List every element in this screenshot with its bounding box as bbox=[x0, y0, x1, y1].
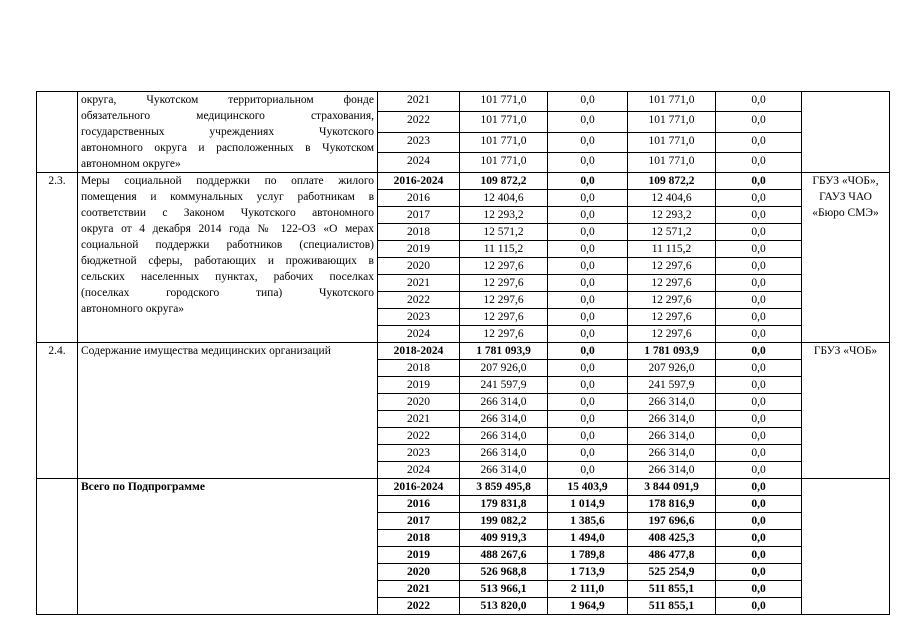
column-a-cell: 0,0 bbox=[548, 394, 628, 411]
total-cell: 12 297,6 bbox=[460, 292, 548, 309]
column-b-cell: 207 926,0 bbox=[628, 360, 716, 377]
description-line: сельских населенных пунктах, рабочих поселках bbox=[81, 271, 374, 283]
column-b-cell: 101 771,0 bbox=[628, 132, 716, 152]
column-c-cell: 0,0 bbox=[716, 411, 802, 428]
column-b-cell: 1 781 093,9 bbox=[628, 343, 716, 360]
column-c-cell: 0,0 bbox=[716, 564, 802, 581]
table-row bbox=[37, 343, 890, 360]
total-cell: 526 968,8 bbox=[460, 564, 548, 581]
period-cell: 2024 bbox=[378, 152, 460, 172]
total-cell: 266 314,0 bbox=[460, 462, 548, 479]
column-a-cell: 0,0 bbox=[548, 445, 628, 462]
description-line: автономного округа и расположенных в Чукотском автономном округе» bbox=[81, 142, 374, 170]
column-c-cell: 0,0 bbox=[716, 92, 802, 112]
total-cell: 12 297,6 bbox=[460, 326, 548, 343]
period-cell: 2021 bbox=[378, 581, 460, 598]
column-a-cell: 0,0 bbox=[548, 224, 628, 241]
total-cell: 12 404,6 bbox=[460, 190, 548, 207]
column-c-cell: 0,0 bbox=[716, 173, 802, 190]
period-cell: 2020 bbox=[378, 258, 460, 275]
column-c-cell: 0,0 bbox=[716, 343, 802, 360]
total-cell: 199 082,2 bbox=[460, 513, 548, 530]
column-a-cell: 0,0 bbox=[548, 258, 628, 275]
column-a-cell: 0,0 bbox=[548, 152, 628, 172]
total-cell: 513 820,0 bbox=[460, 598, 548, 615]
column-a-cell: 0,0 bbox=[548, 360, 628, 377]
total-cell: 101 771,0 bbox=[460, 112, 548, 132]
column-c-cell: 0,0 bbox=[716, 530, 802, 547]
period-cell: 2021 bbox=[378, 92, 460, 112]
column-a-cell: 0,0 bbox=[548, 428, 628, 445]
column-b-cell: 12 297,6 bbox=[628, 309, 716, 326]
column-c-cell: 0,0 bbox=[716, 547, 802, 564]
column-c-cell: 0,0 bbox=[716, 581, 802, 598]
column-a-cell: 2 111,0 bbox=[548, 581, 628, 598]
column-b-cell: 486 477,8 bbox=[628, 547, 716, 564]
total-cell: 12 297,6 bbox=[460, 309, 548, 326]
column-c-cell: 0,0 bbox=[716, 241, 802, 258]
description-line: соответствии с Законом Чукотского автономного bbox=[81, 207, 374, 219]
description-line: обязательного медицинского страхования, bbox=[81, 110, 374, 122]
table-row bbox=[37, 92, 890, 112]
total-cell: 101 771,0 bbox=[460, 152, 548, 172]
row-number bbox=[37, 92, 78, 173]
column-c-cell: 0,0 bbox=[716, 152, 802, 172]
column-c-cell: 0,0 bbox=[716, 598, 802, 615]
column-a-cell: 0,0 bbox=[548, 377, 628, 394]
period-cell: 2016 bbox=[378, 496, 460, 513]
responsible-organization bbox=[802, 479, 890, 615]
column-a-cell: 0,0 bbox=[548, 411, 628, 428]
total-cell: 241 597,9 bbox=[460, 377, 548, 394]
column-a-cell: 0,0 bbox=[548, 241, 628, 258]
period-cell: 2019 bbox=[378, 241, 460, 258]
column-b-cell: 12 297,6 bbox=[628, 326, 716, 343]
column-b-cell: 266 314,0 bbox=[628, 445, 716, 462]
row-number: 2.3. bbox=[37, 173, 78, 343]
column-c-cell: 0,0 bbox=[716, 462, 802, 479]
column-b-cell: 511 855,1 bbox=[628, 598, 716, 615]
total-cell: 488 267,6 bbox=[460, 547, 548, 564]
description-line: Содержание имущества медицинских организаций bbox=[81, 345, 331, 357]
period-cell: 2022 bbox=[378, 112, 460, 132]
column-a-cell: 0,0 bbox=[548, 132, 628, 152]
period-cell: 2021 bbox=[378, 411, 460, 428]
description-line: бюджетной сферы, работающих и проживающих в bbox=[81, 255, 374, 267]
column-c-cell: 0,0 bbox=[716, 428, 802, 445]
column-a-cell: 1 789,8 bbox=[548, 547, 628, 564]
column-a-cell: 0,0 bbox=[548, 326, 628, 343]
column-a-cell: 0,0 bbox=[548, 275, 628, 292]
period-cell: 2017 bbox=[378, 207, 460, 224]
total-cell: 109 872,2 bbox=[460, 173, 548, 190]
column-b-cell: 266 314,0 bbox=[628, 428, 716, 445]
total-cell: 266 314,0 bbox=[460, 411, 548, 428]
table-row bbox=[37, 173, 890, 190]
column-a-cell: 0,0 bbox=[548, 112, 628, 132]
total-cell: 12 571,2 bbox=[460, 224, 548, 241]
total-cell: 266 314,0 bbox=[460, 394, 548, 411]
column-c-cell: 0,0 bbox=[716, 132, 802, 152]
column-b-cell: 12 293,2 bbox=[628, 207, 716, 224]
column-b-cell: 12 571,2 bbox=[628, 224, 716, 241]
description-line: (поселках городского типа) Чукотского bbox=[81, 287, 374, 299]
description-line: округа от 4 декабря 2014 года № 122-ОЗ «О мерах bbox=[81, 223, 374, 235]
column-b-cell: 241 597,9 bbox=[628, 377, 716, 394]
column-b-cell: 266 314,0 bbox=[628, 394, 716, 411]
row-number bbox=[37, 479, 78, 615]
column-a-cell: 1 964,9 bbox=[548, 598, 628, 615]
program-table bbox=[36, 91, 890, 615]
period-cell: 2022 bbox=[378, 428, 460, 445]
measure-description bbox=[78, 343, 378, 479]
column-c-cell: 0,0 bbox=[716, 207, 802, 224]
period-cell: 2024 bbox=[378, 326, 460, 343]
row-number: 2.4. bbox=[37, 343, 78, 479]
period-cell: 2018 bbox=[378, 224, 460, 241]
total-cell: 12 297,6 bbox=[460, 275, 548, 292]
column-b-cell: 11 115,2 bbox=[628, 241, 716, 258]
column-b-cell: 511 855,1 bbox=[628, 581, 716, 598]
period-cell: 2016-2024 bbox=[378, 173, 460, 190]
description-line: помещения и коммунальных услуг работникам в bbox=[81, 191, 374, 203]
column-c-cell: 0,0 bbox=[716, 326, 802, 343]
measure-description bbox=[78, 173, 378, 343]
total-cell: 11 115,2 bbox=[460, 241, 548, 258]
total-cell: 101 771,0 bbox=[460, 92, 548, 112]
column-b-cell: 12 404,6 bbox=[628, 190, 716, 207]
column-a-cell: 0,0 bbox=[548, 462, 628, 479]
period-cell: 2023 bbox=[378, 132, 460, 152]
column-a-cell: 0,0 bbox=[548, 207, 628, 224]
column-c-cell: 0,0 bbox=[716, 479, 802, 496]
total-cell: 513 966,1 bbox=[460, 581, 548, 598]
total-cell: 12 293,2 bbox=[460, 207, 548, 224]
total-label: Всего по Подпрограмме bbox=[78, 479, 378, 615]
column-b-cell: 266 314,0 bbox=[628, 462, 716, 479]
column-c-cell: 0,0 bbox=[716, 513, 802, 530]
column-c-cell: 0,0 bbox=[716, 275, 802, 292]
column-b-cell: 178 816,9 bbox=[628, 496, 716, 513]
description-line: округа, Чукотском территориальном фонде bbox=[81, 94, 374, 106]
description-line: социальной поддержки работников (специалистов) bbox=[81, 239, 374, 251]
column-a-cell: 1 494,0 bbox=[548, 530, 628, 547]
column-c-cell: 0,0 bbox=[716, 292, 802, 309]
column-a-cell: 0,0 bbox=[548, 292, 628, 309]
period-cell: 2020 bbox=[378, 564, 460, 581]
period-cell: 2016 bbox=[378, 190, 460, 207]
period-cell: 2022 bbox=[378, 292, 460, 309]
period-cell: 2023 bbox=[378, 309, 460, 326]
column-c-cell: 0,0 bbox=[716, 445, 802, 462]
period-cell: 2017 bbox=[378, 513, 460, 530]
column-b-cell: 3 844 091,9 bbox=[628, 479, 716, 496]
total-cell: 1 781 093,9 bbox=[460, 343, 548, 360]
column-b-cell: 101 771,0 bbox=[628, 92, 716, 112]
column-c-cell: 0,0 bbox=[716, 496, 802, 513]
period-cell: 2020 bbox=[378, 394, 460, 411]
total-cell: 207 926,0 bbox=[460, 360, 548, 377]
column-c-cell: 0,0 bbox=[716, 360, 802, 377]
column-b-cell: 12 297,6 bbox=[628, 258, 716, 275]
total-cell: 12 297,6 bbox=[460, 258, 548, 275]
responsible-organization bbox=[802, 92, 890, 173]
table-body bbox=[37, 92, 890, 615]
responsible-organization: ГБУЗ «ЧОБ», ГАУЗ ЧАО «Бюро СМЭ» bbox=[802, 173, 890, 343]
column-b-cell: 266 314,0 bbox=[628, 411, 716, 428]
description-line: государственных учреждениях Чукотского bbox=[81, 126, 374, 138]
column-c-cell: 0,0 bbox=[716, 224, 802, 241]
total-cell: 3 859 495,8 bbox=[460, 479, 548, 496]
period-cell: 2018 bbox=[378, 360, 460, 377]
column-c-cell: 0,0 bbox=[716, 309, 802, 326]
column-b-cell: 101 771,0 bbox=[628, 112, 716, 132]
period-cell: 2016-2024 bbox=[378, 479, 460, 496]
column-b-cell: 101 771,0 bbox=[628, 152, 716, 172]
column-b-cell: 525 254,9 bbox=[628, 564, 716, 581]
period-cell: 2021 bbox=[378, 275, 460, 292]
column-b-cell: 12 297,6 bbox=[628, 292, 716, 309]
period-cell: 2018 bbox=[378, 530, 460, 547]
column-a-cell: 1 014,9 bbox=[548, 496, 628, 513]
column-c-cell: 0,0 bbox=[716, 258, 802, 275]
column-a-cell: 0,0 bbox=[548, 309, 628, 326]
column-a-cell: 1 385,6 bbox=[548, 513, 628, 530]
column-c-cell: 0,0 bbox=[716, 377, 802, 394]
responsible-organization: ГБУЗ «ЧОБ» bbox=[802, 343, 890, 479]
column-c-cell: 0,0 bbox=[716, 112, 802, 132]
total-cell: 409 919,3 bbox=[460, 530, 548, 547]
total-cell: 266 314,0 bbox=[460, 445, 548, 462]
total-cell: 266 314,0 bbox=[460, 428, 548, 445]
column-b-cell: 12 297,6 bbox=[628, 275, 716, 292]
column-a-cell: 0,0 bbox=[548, 343, 628, 360]
period-cell: 2019 bbox=[378, 547, 460, 564]
column-a-cell: 0,0 bbox=[548, 173, 628, 190]
column-c-cell: 0,0 bbox=[716, 394, 802, 411]
description-line: автономного округа» bbox=[81, 303, 185, 315]
period-cell: 2019 bbox=[378, 377, 460, 394]
table-row bbox=[37, 479, 890, 496]
period-cell: 2018-2024 bbox=[378, 343, 460, 360]
column-a-cell: 1 713,9 bbox=[548, 564, 628, 581]
measure-description bbox=[78, 92, 378, 173]
total-cell: 179 831,8 bbox=[460, 496, 548, 513]
column-a-cell: 0,0 bbox=[548, 92, 628, 112]
column-c-cell: 0,0 bbox=[716, 190, 802, 207]
total-cell: 101 771,0 bbox=[460, 132, 548, 152]
column-b-cell: 109 872,2 bbox=[628, 173, 716, 190]
column-a-cell: 15 403,9 bbox=[548, 479, 628, 496]
period-cell: 2022 bbox=[378, 598, 460, 615]
column-b-cell: 408 425,3 bbox=[628, 530, 716, 547]
column-a-cell: 0,0 bbox=[548, 190, 628, 207]
period-cell: 2023 bbox=[378, 445, 460, 462]
column-b-cell: 197 696,6 bbox=[628, 513, 716, 530]
period-cell: 2024 bbox=[378, 462, 460, 479]
description-line: Меры социальной поддержки по оплате жилого bbox=[81, 175, 374, 187]
